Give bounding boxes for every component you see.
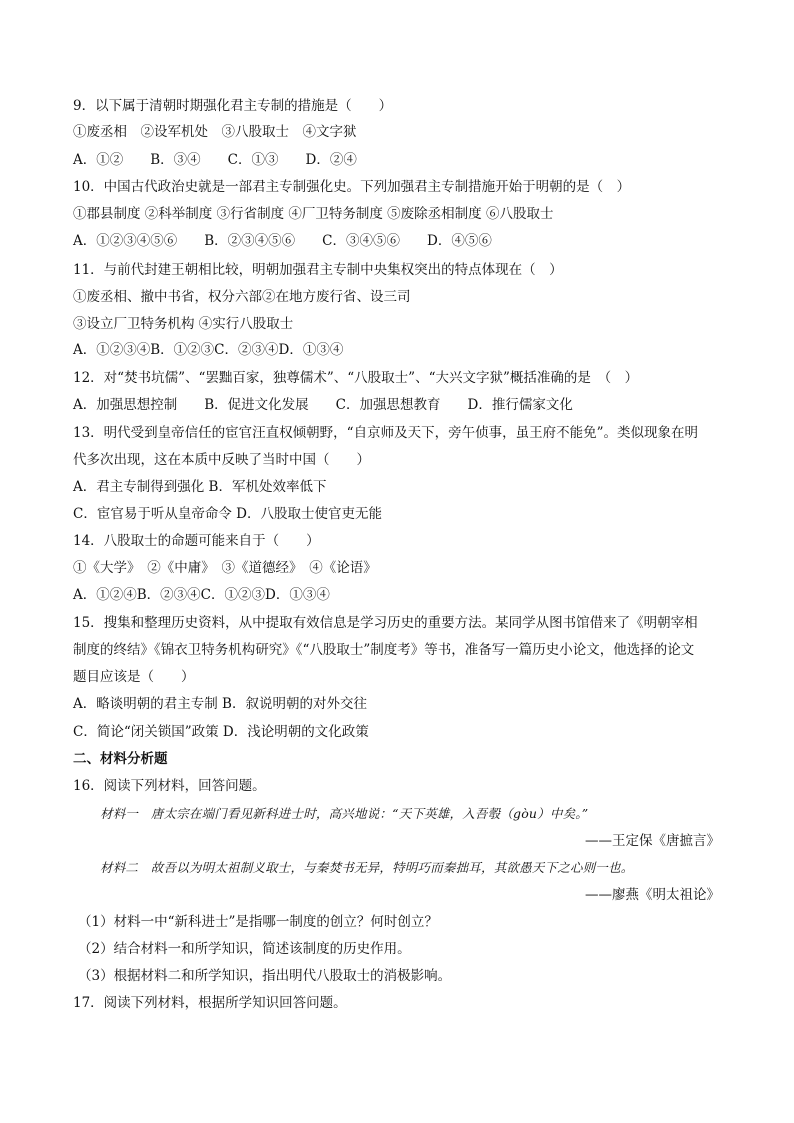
q11-stem: 11．与前代封建王朝相比较，明朝加强君主专制中央集权突出的特点体现在（ ）	[73, 262, 563, 278]
section-title: 二、材料分析题	[73, 751, 168, 767]
q12-options: A．加强思想控制 B．促进文化发展 C．加强思想教育 D．推行儒家文化	[73, 397, 573, 413]
q16-sub-3: （3）根据材料二和所学知识，指出明代八股取士的消极影响。	[78, 968, 452, 984]
q15-stem-1: 15．搜集和整理历史资料，从中提取有效信息是学习历史的重要方法。某同学从图书馆借来了《明朝宰相	[73, 615, 698, 631]
q9-options: A．①② B．③④ C．①③ D．②④	[73, 152, 357, 168]
q11-items-1: ①废丞相、撤中书省，权分六部②在地方废行省、设三司	[73, 289, 411, 305]
q13-options-1: A．君主专制得到强化 B．军机处效率低下	[73, 479, 327, 495]
q15-options-1: A．略谈明朝的君主专制 B．叙说明朝的对外交往	[73, 696, 367, 712]
q17-stem: 17．阅读下列材料，根据所学知识回答问题。	[73, 995, 347, 1011]
q16-sub-1: （1）材料一中“新科进士”是指哪一制度的创立？何时创立？	[78, 914, 438, 930]
q14-options: A．①②④B．②③④C．①②③D．①③④	[73, 587, 330, 603]
q10-items: ①郡县制度 ②科举制度 ③行省制度 ④厂卫特务制度 ⑤废除丞相制度 ⑥八股取士	[73, 206, 554, 222]
q11-options: A．①②③④B．①②③C．②③④D．①③④	[73, 342, 344, 358]
q12-stem: 12．对“焚书坑儒”、“罢黜百家，独尊儒术”、“八股取士”、“大兴文字狱”概括准确的是 （ ）	[73, 370, 639, 386]
q11-items-2: ③设立厂卫特务机构 ④实行八股取士	[73, 316, 294, 332]
material-2: 材料二 故吾以为明太祖制义取士，与秦焚书无异，特明巧而秦拙耳，其欲愚天下之心则一也。	[100, 860, 634, 875]
q14-items: ①《大学》 ②《中庸》 ③《道德经》 ④《论语》	[73, 560, 377, 576]
q10-options: A．①②③④⑤⑥ B．②③④⑤⑥ C．③④⑤⑥ D．④⑤⑥	[73, 233, 492, 249]
q13-options-2: C．宦官易于听从皇帝命令 D．八股取士使官吏无能	[73, 506, 382, 522]
q15-options-2: C．简论“闭关锁国”政策 D．浅论明朝的文化政策	[73, 724, 369, 740]
q13-stem-2: 代多次出现，这在本质中反映了当时中国（ ）	[73, 452, 370, 468]
q15-stem-3: 题目应该是（ ）	[73, 669, 195, 685]
q16-stem: 16．阅读下列材料，回答问题。	[73, 778, 266, 794]
q16-sub-2: （2）结合材料一和所学知识，简述该制度的历史作用。	[78, 941, 411, 957]
q10-stem: 10．中国古代政治史就是一部君主专制强化史。下列加强君主专制措施开始于明朝的是（ ）	[73, 179, 631, 195]
q15-stem-2: 制度的终结》《锦衣卫特务机构研究》《“八股取士”制度考》等书，准备写一篇历史小论文，他选择的论文	[73, 642, 695, 658]
q9-stem: 9．以下属于清朝时期强化君主专制的措施是（ ）	[73, 98, 393, 114]
source-1: ——王定保《唐摭言》	[585, 833, 720, 849]
material-1: 材料一 唐太宗在端门看见新科进士时，高兴地说：“天下英雄，入吾彀（gòu）中矣。”	[100, 806, 589, 821]
q9-items: ①废丞相 ②设军机处 ③八股取士 ④文字狱	[73, 124, 357, 140]
source-2: ——廖燕《明太祖论》	[585, 887, 720, 903]
q13-stem-1: 13．明代受到皇帝信任的宦官汪直权倾朝野，“自京师及天下，旁午侦事，虽王府不能免”。类似现象在明	[73, 425, 698, 441]
q14-stem: 14．八股取士的命题可能来自于（ ）	[73, 533, 320, 549]
